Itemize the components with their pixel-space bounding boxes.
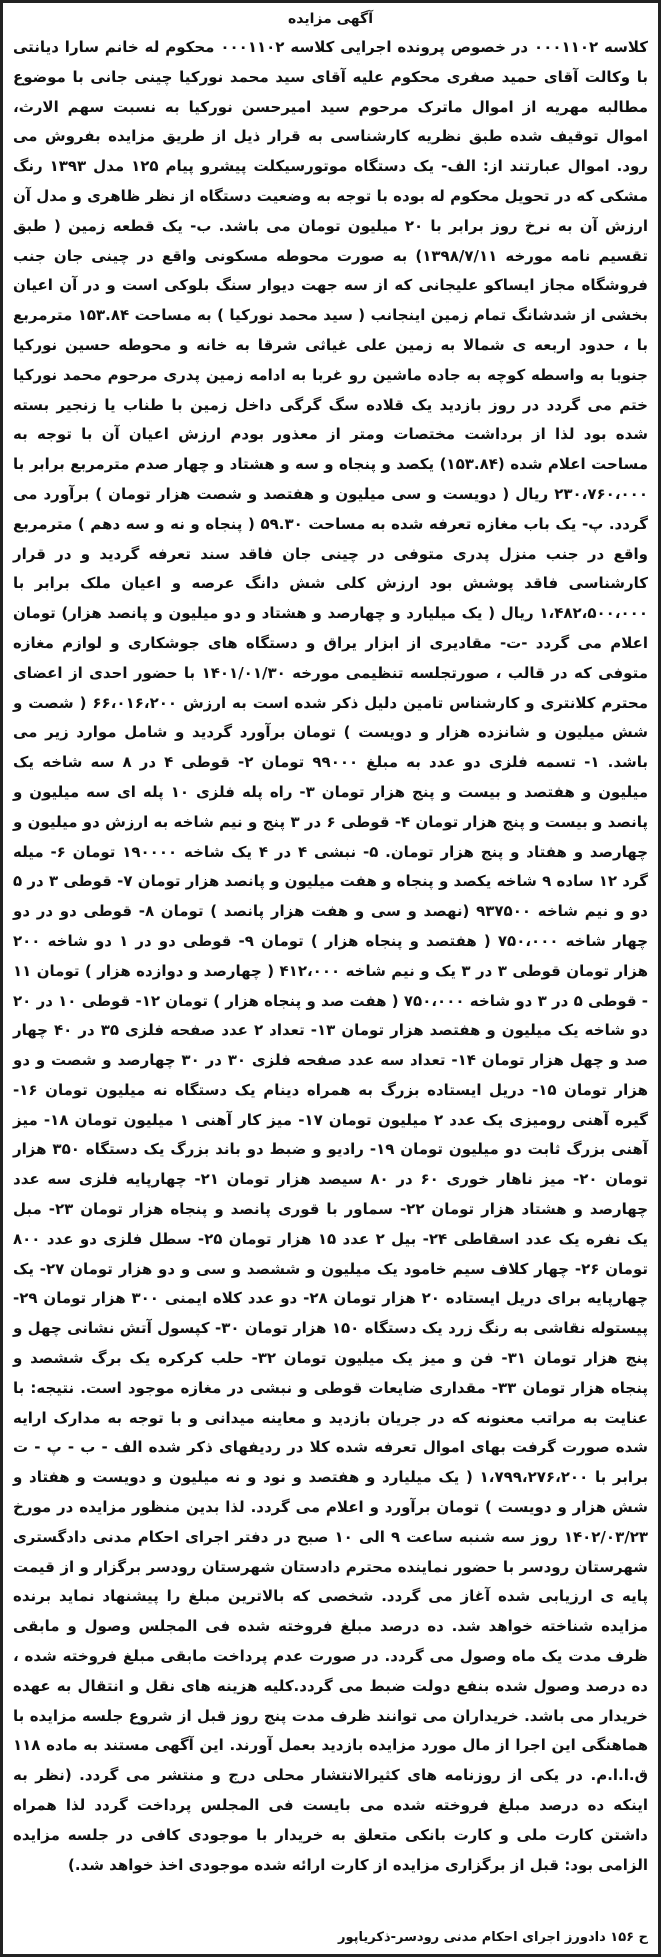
notice-footer: ح ۱۵۶ دادورز اجرای احکام مدنی رودسر-ذکریاپور: [338, 1930, 648, 1945]
notice-body: کلاسه ۰۰۰۱۱۰۲ در خصوص پرونده اجرایی کلاسه ۰۰۰۱۱۰۲ محکوم له خانم سارا دیانتی با وکالت آقای حمید صفری محکوم علیه آقای سید محمد نورکیا چینی جانی با موضوع مطالبه مهریه از اموال ماترک مرحوم سید امیرحسن نورکیا به نسبت سهم الارث، اموال توقیف شده طبق نظریه کارشناسی به قرار ذیل از طریق مزایده بفروش می رود. اموال عبارتند از: الف- یک دستگاه موتورسیکلت پیشرو پیام ۱۲۵ مدل ۱۳۹۳ رنگ مشکی که در تحویل محکوم له بوده با توجه به وضعیت دستگاه از نظر ظاهری و مدل آن ارزش آن به نرخ روز برابر با ۲۰ میلیون تومان می باشد. ب- یک قطعه زمین ( طبق تقسیم نامه مورخه ۱۳۹۸/۷/۱۱) به صورت محوطه مسکونی واقع در چینی جان جنب فروشگاه مجاز ایساکو علیجانی که از سه جهت دیوار سنگ بلوکی است و در آن اعیان بخشی از شدشانگ تمام زمین اینجانب ( سید محمد نورکیا ) به مساحت ۱۵۳.۸۴ مترمربع با ، حدود اربعه ی شمالا به زمین علی غیاثی شرقا به خانه و محوطه حسین نورکیا جنوبا به واسطه کوچه به جاده ماشین رو غربا به ادامه زمین پدری مرحوم محمد نورکیا ختم می گردد در روز بازدید یک قلاده سگ گرگی داخل زمین با طناب یا زنجیر بسته شده بود لذا از برداشت مختصات ومتر از معذور بودم ارزش اعیان آن با توجه به مساحت اعلام شده (۱۵۳.۸۴) یکصد و پنجاه و سه و هشتاد و چهار صدم مترمربع برابر با ۲۳۰،۷۶۰،۰۰۰ ریال ( دویست و سی میلیون و هفتصد و شصت هزار تومان ) برآورد می گردد. پ- یک باب مغازه تعرفه شده به مساحت ۵۹.۳۰ ( پنجاه و نه و سه دهم ) مترمربع واقع در جنب منزل پدری متوفی در چینی جان فاقد سند تعرفه گردید و در قرار کارشناسی فاقد پوشش بود ارزش کلی شش دانگ عرصه و اعیان ملک برابر با ۱،۴۸۲،۵۰۰،۰۰۰ ریال ( یک میلیارد و چهارصد و هشتاد و دو میلیون و پانصد هزار) تومان اعلام می گردد -ت- مقادیری از ابزار یراق و دستگاه های جوشکاری و لوازم مغازه متوفی که در قالب ، صورتجلسه تنظیمی مورخه ۱۴۰۱/۰۱/۳۰ با حضور احدی از اعضای محترم کلانتری و کارشناس تامین دلیل ذکر شده است به ارزش ۶۶،۰۱۶،۲۰۰ ( شصت و شش میلیون و شانزده هزار و دویست ) تومان برآورد گردید و شامل موارد زیر می باشد. ۱- تسمه فلزی دو عدد به مبلغ ۹۹۰۰۰ تومان ۲- قوطی ۴ در ۸ سه شاخه یک میلیون و هفتصد و بیست و پنج هزار تومان ۳- راه پله فلزی ۱۰ پله ای سه میلیون و پانصد و بیست و پنج هزار تومان ۴- قوطی ۶ در ۳ پنج و نیم شاخه به ارزش دو میلیون و چهارصد و هفتاد و پنج هزار تومان. ۵- نبشی ۴ در ۴ یک شاخه ۱۹۰۰۰۰ تومان ۶- میله گرد ۱۲ ساده ۹ شاخه یکصد و پنجاه و هفت میلیون و پانصد هزار تومان ۷- قوطی ۳ در ۵ دو و نیم شاخه ۹۳۷۵۰۰ (نهصد و سی و هفت هزار پانصد ) تومان ۸- قوطی دو در دو چهار شاخه ۷۵۰،۰۰۰ ( هفتصد و پنجاه هزار ) تومان ۹- قوطی دو در ۱ دو شاخه ۲۰۰ هزار تومان قوطی ۳ در ۳ یک و نیم شاخه ۴۱۲،۰۰۰ ( چهارصد و دوازده هزار ) تومان ۱۱ - قوطی ۵ در ۳ دو شاخه ۷۵۰،۰۰۰ ( هفت صد و پنجاه هزار ) تومان ۱۲- قوطی ۱۰ در ۲۰ دو شاخه یک میلیون و هفتصد هزار تومان ۱۳- تعداد ۲ عدد صفحه فلزی ۳۵ در ۴۰ چهار صد و چهل هزار تومان ۱۴- تعداد سه عدد صفحه فلزی ۳۰ در ۳۰ چهارصد و شصت و دو هزار تومان ۱۵- دریل ایستاده بزرگ به همراه دینام یک دستگاه نه میلیون تومان ۱۶- گیره آهنی رومیزی یک عدد ۲ میلیون تومان ۱۷- میز کار آهنی ۱ میلیون تومان ۱۸- میز آهنی بزرگ ثابت دو میلیون تومان ۱۹- رادیو و ضبط دو باند بزرگ یک دستگاه ۳۵۰ هزار تومان ۲۰- میز ناهار خوری ۶۰ در ۸۰ سیصد هزار تومان ۲۱- چهارپایه فلزی سه عدد چهارصد و هشتاد هزار تومان ۲۲- سماور با قوری پانصد و پنجاه هزار تومان ۲۳- مبل یک نفره یک عدد اسقاطی ۲۴- بیل ۲ عدد ۱۵ هزار تومان ۲۵- سطل فلزی دو عدد ۸۰۰ تومان ۲۶- چهار کلاف سیم خامود یک میلیون و ششصد و سی و دو هزار تومان ۲۷- یک چهارپایه برای دریل ایستاده ۲۰ هزار تومان ۲۸- دو عدد کلاه ایمنی ۳۰۰ هزار تومان ۲۹- پیستوله نقاشی به رنگ زرد یک دستگاه ۱۵۰ هزار تومان ۳۰- کپسول آتش نشانی چهل و پنج هزار تومان ۳۱- فن و میز یک میلیون تومان ۳۲- حلب کرکره یک برگ ششصد و پنجاه هزار تومان ۳۳- مقداری ضایعات قوطی و نبشی در مغازه موجود است. نتیجه: با عنایت به مراتب معنونه که در جریان بازدید و معاینه میدانی و با توجه به مدارک ارایه شده صورت گرفت بهای اموال تعرفه شده کلا در ردیفهای ذکر شده الف - ب - پ - ت برابر با ۱،۷۹۹،۲۷۶،۲۰۰ ( یک میلیارد و هفتصد و نود و نه میلیون و دویست و هفتاد و شش هزار و دویست ) تومان برآورد و اعلام می گردد. لذا بدین منظور مزایده در مورخ ۱۴۰۲/۰۳/۲۳ روز سه شنبه ساعت ۹ الی ۱۰ صبح در دفتر اجرای احکام مدنی دادگستری شهرستان رودسر با حضور نماینده محترم دادستان شهرستان رودسر برگزار و از قیمت پایه ی ارزیابی شده آغاز می گردد. شخصی که بالاترین مبلغ را پیشنهاد نماید برنده مزایده شناخته خواهد شد. ده درصد مبلغ فروخته شده فی المجلس وصول و مابقی ظرف مدت یک ماه وصول می گردد. در صورت عدم پرداخت مابقی مبلغ فروخته شده ، ده درصد وصول شده بنفع دولت ضبط می گردد.کلیه هزینه های نقل و انتقال به عهده خریدار می باشد. خریداران می توانند ظرف مدت پنج روز قبل از شروع جلسه مزایده با هماهنگی این اجرا از مال مورد مزایده بازدید بعمل آورند. این آگهی مستند به ماده ۱۱۸ ق.ا.ا.م. در یکی از روزنامه های کثیرالانتشار محلی درج و منتشر می گردد. (نظر به اینکه ده درصد مبلغ فروخته شده می بایست فی المجلس پرداخت گردد لذا همراه داشتن کارت ملی و کارت بانکی متعلق به خریدار با موجودی کافی در جلسه مزایده الزامی بود: قبل از برگزاری مزایده از کارت ارائه شده موجودی اخذ خواهد شد.): [13, 38, 649, 1874]
notice-title: آگهی مزایده: [287, 11, 373, 27]
